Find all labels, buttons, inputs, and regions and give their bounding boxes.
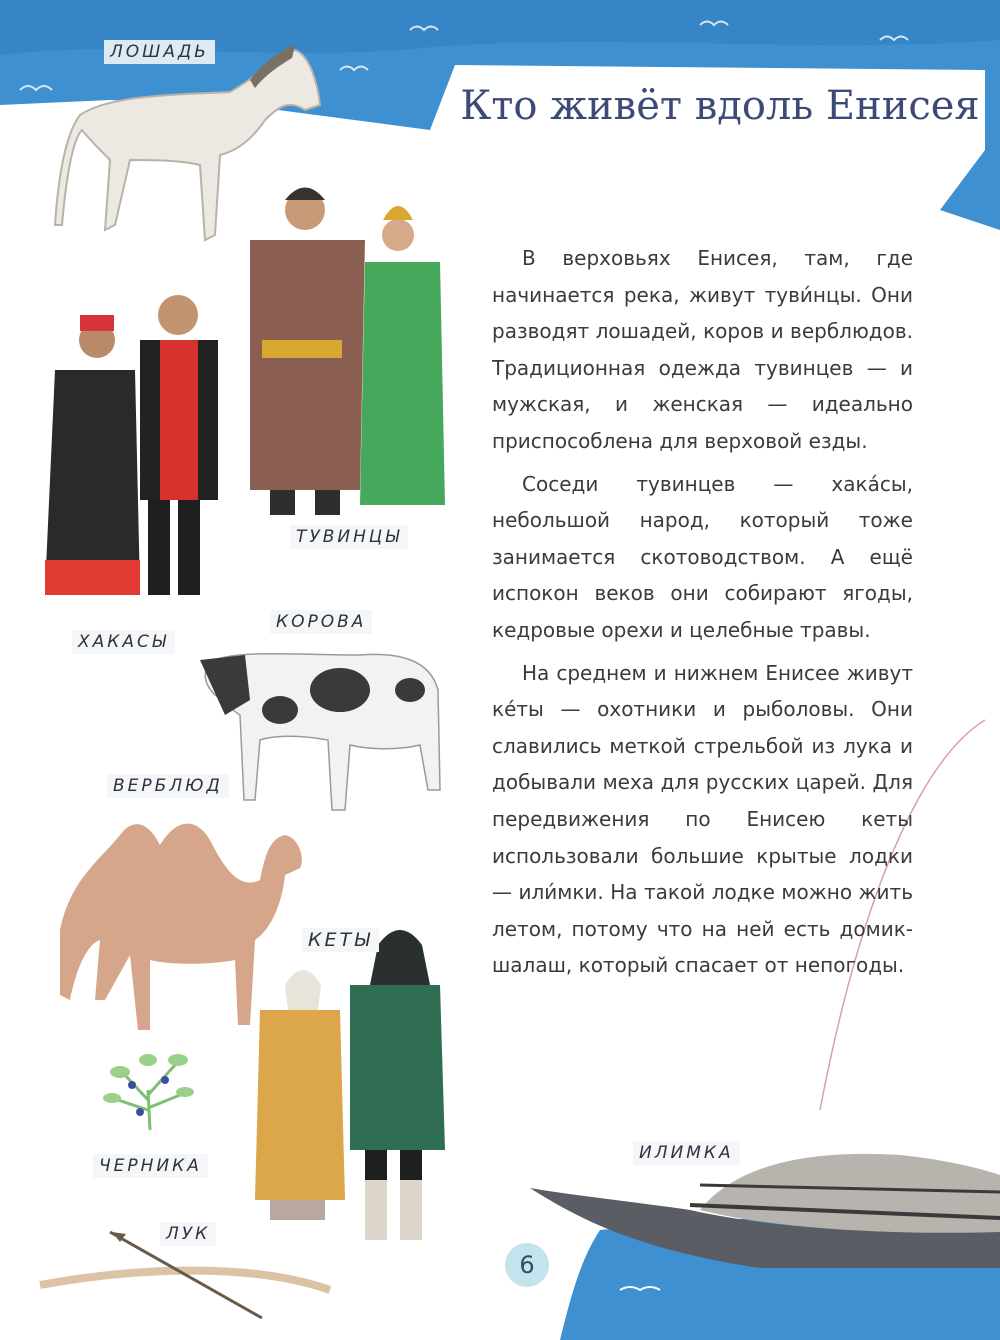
cow-illustration [200,654,440,810]
label-camel: ВЕРБЛЮД [107,774,229,798]
paragraph-kets: На среднем и нижнем Енисее живут ке́ты — охотники и рыболовы. Они славились меткой стрельбой из лука и добывали меха для русских царей. Для передвижения по Енисею кеты использовали большие крытые лодки — или́мки. На такой лодке можно жить летом, потому что на ней есть домик-шалаш, который спасает от непогоды. [492,660,913,978]
label-ilimka: ИЛИМКА [633,1141,740,1165]
kets-illustration [255,930,445,1240]
label-horse: ЛОШАДЬ [104,40,215,64]
camel-illustration [60,824,302,1030]
paragraph-tuvans: В верховьях Енисея, там, где начинается река, живут туви́нцы. Они разводят лошадей, коров и верблюдов. Традиционная одежда тувинцев — и мужская, и женская — идеально приспособлена для верховой езды. [492,246,913,453]
page-number: 6 [505,1243,549,1287]
paragraph-khakas: Соседи тувинцев — хака́сы, небольшой народ, который тоже занимается скотоводством. А ещё испокон веков они собирают ягоды, кедровые орехи и целебные травы. [492,471,913,642]
tuvans-illustration [250,188,445,516]
label-khakas: ХАКАСЫ [72,630,175,654]
label-cow: КОРОВА [270,610,372,634]
blueberry-illustration [103,1054,194,1130]
label-tuvans: ТУВИНЦЫ [290,525,408,549]
label-blueberry: ЧЕРНИКА [93,1154,208,1178]
label-kets: КЕТЫ [302,928,379,952]
label-bow: ЛУК [160,1222,216,1246]
body-text [492,240,913,990]
khakas-illustration [45,295,218,595]
page-title: Кто живёт вдоль Енисея [460,83,980,129]
